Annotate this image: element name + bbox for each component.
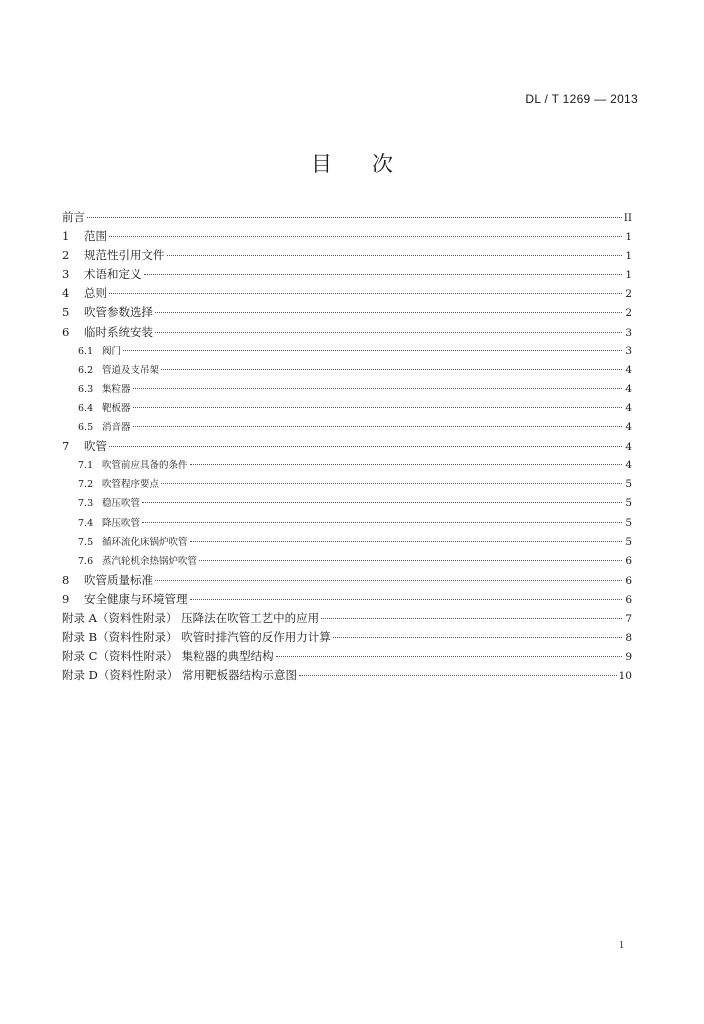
toc-entry-label: 稳压吹管: [102, 498, 141, 510]
toc-entry[interactable]: [62, 227, 632, 246]
toc-entry-page: 8: [625, 632, 632, 645]
toc-entry-page: 2: [625, 288, 632, 301]
toc-entry-label: 吹管质量标准: [84, 572, 153, 587]
toc-entry-page: 2: [625, 307, 632, 320]
title-char-1: 目: [311, 152, 332, 176]
toc-entry-number: 7: [62, 439, 70, 454]
toc-entry-number: 1: [62, 229, 70, 244]
toc-entry-page: 5: [625, 516, 632, 529]
toc-entry-number: 6.1: [78, 345, 94, 357]
toc-entry[interactable]: [62, 284, 632, 303]
toc-entry-label: 规范性引用文件: [84, 248, 165, 263]
toc-leader-dots: [109, 236, 622, 237]
toc-entry[interactable]: [62, 571, 632, 590]
toc-leader-dots: [133, 426, 622, 427]
toc-leader-dots: [155, 332, 622, 333]
toc-entry-label: 总则: [84, 286, 107, 301]
toc-entry-page: 7: [625, 612, 632, 625]
toc-entry[interactable]: [62, 552, 632, 571]
toc-entry[interactable]: [62, 418, 632, 437]
toc-entry-label: 管道及支吊架: [102, 364, 160, 376]
toc-entry-page: 5: [625, 478, 632, 491]
toc-leader-dots: [123, 350, 622, 351]
toc-entry-page: 3: [625, 326, 632, 339]
toc-entry[interactable]: [62, 647, 632, 666]
toc-entry-label: 吹管: [84, 439, 107, 454]
toc-entry-page: 1: [625, 250, 632, 263]
toc-entry-number: 6.2: [78, 364, 94, 376]
table-of-contents: [62, 208, 632, 685]
toc-entry-number: 6: [62, 324, 70, 339]
toc-entry[interactable]: [62, 399, 632, 418]
standard-code: DL / T 1269 — 2013: [525, 92, 638, 106]
toc-entry[interactable]: [62, 628, 632, 647]
toc-entry-label: 集粒器: [102, 383, 131, 395]
toc-leader-dots: [299, 675, 617, 676]
toc-entry-label: 吹管参数选择: [84, 305, 153, 320]
toc-entry[interactable]: [62, 494, 632, 513]
toc-leader-dots: [109, 446, 622, 447]
toc-entry-page: 4: [625, 459, 632, 472]
toc-leader-dots: [87, 217, 622, 218]
toc-entry-page: 4: [625, 401, 632, 414]
toc-leader-dots: [155, 580, 622, 581]
toc-leader-dots: [109, 293, 622, 294]
toc-leader-dots: [199, 560, 622, 561]
toc-entry-page: 9: [625, 651, 632, 664]
toc-entry-page: 4: [625, 441, 632, 454]
toc-entry-page: 4: [625, 421, 632, 434]
toc-entry[interactable]: [62, 361, 632, 380]
toc-leader-dots: [276, 656, 622, 657]
toc-entry-page: 5: [625, 535, 632, 548]
toc-leader-dots: [133, 388, 622, 389]
toc-entry-page: 3: [625, 344, 632, 357]
toc-leader-dots: [321, 618, 622, 619]
toc-entry-number: 3: [62, 267, 70, 282]
toc-entry-number: 2: [62, 248, 70, 263]
toc-entry-number: 7.2: [78, 479, 94, 491]
toc-entry-number: 6.5: [78, 422, 94, 434]
toc-entry[interactable]: [62, 342, 632, 361]
toc-entry[interactable]: [62, 303, 632, 322]
toc-entry-page: 1: [625, 269, 632, 282]
toc-entry-number: 8: [62, 572, 70, 587]
toc-entry-number: 7.1: [78, 460, 94, 472]
toc-entry-label: 安全健康与环境管理: [84, 591, 188, 606]
toc-leader-dots: [333, 637, 622, 638]
toc-entry-page: 5: [625, 497, 632, 510]
toc-entry-page: 1: [625, 231, 632, 244]
toc-leader-dots: [155, 312, 622, 313]
toc-entry-number: 7.4: [78, 517, 94, 529]
toc-entry-number: 6.4: [78, 402, 94, 414]
toc-entry-label: 范围: [84, 229, 107, 244]
toc-entry-label: 消音器: [102, 422, 131, 434]
toc-entry-page: II: [623, 212, 632, 224]
page-number: 1: [619, 940, 624, 951]
toc-entry-page: 4: [625, 382, 632, 395]
toc-entry-label: 前言: [62, 210, 85, 224]
toc-entry-label: 附录 D（资料性附录） 常用靶板器结构示意图: [62, 668, 298, 683]
toc-entry[interactable]: [62, 456, 632, 475]
toc-entry-number: 7.6: [78, 555, 94, 567]
toc-entry-page: 6: [625, 593, 632, 606]
title-char-2: 次: [372, 152, 393, 176]
toc-entry-label: 附录 A（资料性附录） 压降法在吹管工艺中的应用: [62, 610, 320, 625]
toc-entry-label: 临时系统安装: [84, 324, 153, 339]
toc-entry-number: 6.3: [78, 383, 94, 395]
toc-entry[interactable]: [62, 380, 632, 399]
toc-leader-dots: [190, 464, 622, 465]
toc-entry-label: 附录 C（资料性附录） 集粒器的典型结构: [62, 649, 274, 664]
toc-entry-page: 10: [618, 670, 632, 683]
toc-entry[interactable]: [62, 590, 632, 609]
toc-leader-dots: [167, 255, 623, 256]
page-title: [0, 148, 704, 178]
toc-entry-label: 靶板器: [102, 402, 131, 414]
toc-entry-number: 5: [62, 305, 70, 320]
toc-leader-dots: [190, 541, 622, 542]
toc-entry-page: 6: [625, 554, 632, 567]
toc-entry-number: 4: [62, 286, 70, 301]
toc-entry-number: 9: [62, 591, 70, 606]
toc-entry-label: 术语和定义: [84, 267, 142, 282]
toc-entry-label: 吹管程序要点: [102, 479, 160, 491]
toc-leader-dots: [161, 483, 622, 484]
toc-entry[interactable]: [62, 666, 632, 685]
toc-entry[interactable]: [62, 265, 632, 284]
toc-leader-dots: [144, 274, 623, 275]
toc-entry-label: 吹管前应具备的条件: [102, 460, 188, 472]
toc-entry-number: 7.3: [78, 498, 94, 510]
toc-entry[interactable]: [62, 609, 632, 628]
toc-entry[interactable]: [62, 533, 632, 552]
toc-entry-page: 6: [625, 574, 632, 587]
toc-entry[interactable]: [62, 323, 632, 342]
toc-entry[interactable]: [62, 475, 632, 494]
toc-entry-label: 附录 B（资料性附录） 吹管时排汽管的反作用力计算: [62, 630, 331, 645]
toc-entry[interactable]: [62, 246, 632, 265]
toc-entry[interactable]: [62, 514, 632, 533]
toc-entry-label: 蒸汽轮机余热锅炉吹管: [102, 555, 198, 567]
toc-entry-label: 阀门: [102, 345, 122, 357]
toc-entry-number: 7.5: [78, 536, 94, 548]
toc-entry-page: 4: [625, 363, 632, 376]
toc-entry[interactable]: [62, 437, 632, 456]
toc-entry-label: 循环流化床锅炉吹管: [102, 536, 188, 548]
toc-entry-label: 降压吹管: [102, 517, 141, 529]
toc-leader-dots: [133, 407, 622, 408]
toc-leader-dots: [142, 502, 622, 503]
toc-leader-dots: [142, 522, 622, 523]
toc-leader-dots: [190, 599, 623, 600]
toc-entry[interactable]: [62, 208, 632, 227]
toc-leader-dots: [161, 369, 622, 370]
